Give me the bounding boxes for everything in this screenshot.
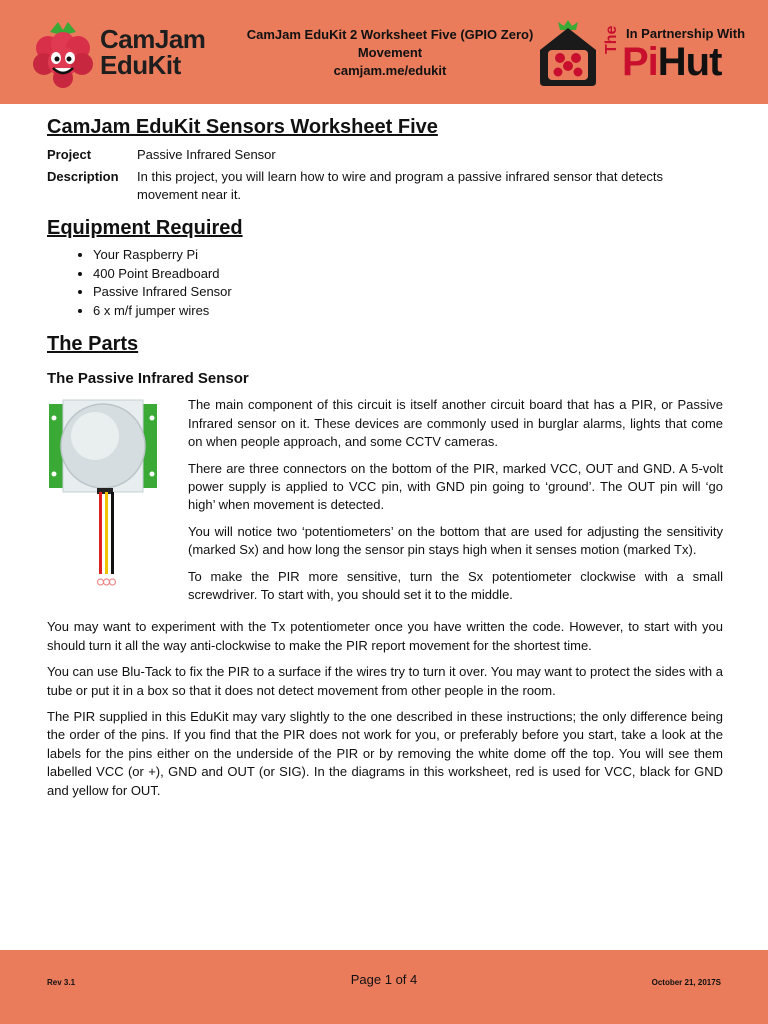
raspberry-mascot-icon xyxy=(28,18,98,88)
camjam-logo xyxy=(28,18,206,90)
header-title xyxy=(215,26,565,80)
worksheet-content xyxy=(47,112,723,808)
partner-text: In Partnership With xyxy=(626,26,746,41)
equipment-list xyxy=(47,246,723,320)
pir-heading: The Passive Infrared Sensor xyxy=(47,370,249,388)
pihut-logo xyxy=(534,18,744,90)
page-footer xyxy=(0,950,768,1024)
paragraph: You will notice two ‘potentiometers’ on the bottom that are used for adjusting the sensitivity (marked Sx) and how long the sensor pin stays high when it senses motion (marked Tx). xyxy=(188,523,723,558)
page-header xyxy=(0,0,768,104)
paragraph: There are three connectors on the bottom of the PIR, marked VCC, OUT and GND. A 5-volt power supply is applied to VCC pin, with GND pin going to ‘ground’. The OUT pin will ‘go high’ when movement is detected. xyxy=(188,460,723,513)
paragraph: You may want to experiment with the Tx potentiometer once you have written the code. However, to start with you should turn it all the way anti-clockwise to make the PIR report movement for the shortest time. xyxy=(47,619,723,653)
paragraph: To make the PIR more sensitive, turn the Sx potentiometer clockwise with a small screwdriver. To start with, you should set it to the middle. xyxy=(188,568,723,603)
project-row xyxy=(47,146,723,164)
list-item: • 400 Point Breadboard xyxy=(93,265,723,284)
parts-section xyxy=(47,396,723,618)
description-value: In this project, you will learn how to wire and program a passive infrared sensor that detects movement near it. xyxy=(137,169,664,202)
project-value: Passive Infrared Sensor xyxy=(137,147,276,162)
header-url[interactable]: camjam.me/edukit xyxy=(333,63,447,78)
footer-date: October 21, 2017S xyxy=(651,978,721,987)
equipment-heading: Equipment Required xyxy=(47,217,243,239)
description-label: Description xyxy=(47,169,119,184)
paragraph: You can use Blu-Tack to fix the PIR to a surface if the wires try to turn it over. You may want to protect the sides with a tube or put it in a box so that it does not detect movement from other people in the room. xyxy=(47,664,723,698)
list-item: • Your Raspberry Pi xyxy=(93,246,723,265)
pihut-house-icon xyxy=(534,20,602,88)
full-width-text xyxy=(47,618,723,800)
pir-sensor-image xyxy=(47,396,177,606)
pihut-wordmark: PiHut xyxy=(622,40,722,84)
paragraph: The PIR supplied in this EduKit may vary slightly to the one described in these instructions; the only difference being the order of the pins. If you find that the PIR does not work for you, or preferably before you start, take a look at the labels for the pins either on the underside of the PIR or by removing the white dome off the top. You will see them labelled VCC (or +), GND and OUT (or SIG). In the diagrams in this worksheet, red is used for VCC, black for GND and yellow for OUT. xyxy=(47,709,723,798)
worksheet-title: CamJam EduKit Sensors Worksheet Five xyxy=(47,116,438,138)
description-row xyxy=(47,168,723,204)
page-number: Page 1 of 4 xyxy=(350,972,418,987)
revision-label: Rev 3.1 xyxy=(47,978,76,987)
list-item: • Passive Infrared Sensor xyxy=(93,283,723,302)
parts-heading: The Parts xyxy=(47,333,139,356)
camjam-brand: CamJam EduKit xyxy=(100,24,206,80)
paragraph: The main component of this circuit is itself another circuit board that has a PIR, or Passive Infrared sensor on it. These devices are commonly used in burglar alarms, lights that come on when people approach, and some CCTV cameras. xyxy=(188,397,723,450)
list-item: • 6 x m/f jumper wires xyxy=(93,302,723,321)
project-label: Project xyxy=(47,147,92,162)
partner-the: The xyxy=(603,25,620,54)
header-title-line2: Movement xyxy=(357,45,423,60)
header-title-line1: CamJam EduKit 2 Worksheet Five (GPIO Zero) xyxy=(246,27,534,42)
parts-text xyxy=(188,396,723,612)
